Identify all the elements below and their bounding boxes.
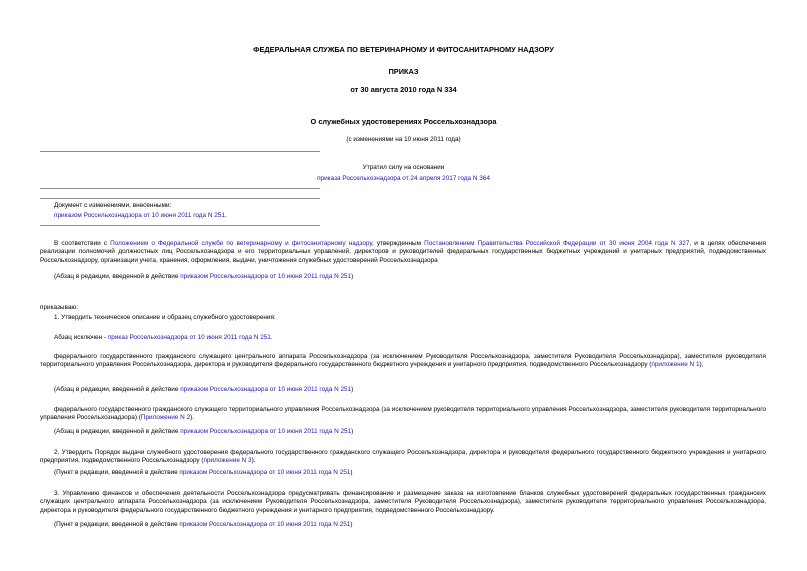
appendix-3-link[interactable]: приложение N 3 <box>203 457 252 465</box>
preamble-text: В соответствии с <box>54 240 111 247</box>
divider <box>40 225 320 226</box>
order-intro: приказываю: <box>40 304 78 311</box>
item-text: 2. Утвердить Порядок выдачи служебного удостоверения федерального государственного гражданского служащего Россельхознадзора, директора и руководителя федерального государственного бюджетного учреждения и унитарного предприятия, подведомственного Россельхознадзору ( <box>40 449 766 465</box>
excluded-paragraph <box>54 334 273 342</box>
preamble-text: , утвержденным <box>371 240 425 247</box>
amendments-entry <box>54 212 227 220</box>
note-text: (Абзац в редакции, введенной в действие <box>54 386 181 393</box>
amendment-order-link[interactable]: приказом Россельхознадзора от 10 июня 2011 года N 251 <box>54 212 225 219</box>
note-order-link[interactable]: приказом Россельхознадзора от 10 июня 2011 года N 251 <box>180 386 352 393</box>
item-text: 3. Управлению финансов и обеспечения деятельности Россельхознадзора предусматривать финансирование и размещение заказа на изготовление бланков служебных удостоверений федеральных государственных гражданских служащих центрального аппарата Россельхознадзора (за исключением Руководителя Россельхознадзора, заместителя Руководителя Россельхознадзора), заместителя руководителя территориального управления Россельхознадзора, директора и руководителя федерального государственного бюджетного учреждения и унитарного предприятия, подведомственного Россельхознадзору. <box>40 490 766 514</box>
note-text: ) <box>351 428 354 435</box>
sub-item-text: федерального государственного гражданского служащего центрального аппарата Россельхознадзора (за исключением Руководителя Россельхознадзора, заместителя Руководителя Россельхознадзора), заместителя руководителя территориального управления Россельхознадзора, директора и руководителя федерального государственного бюджетного учреждения и унитарного предприятия, подведомственного Россельхознадзору ( <box>40 353 766 369</box>
item-text: ). <box>251 457 256 465</box>
note-order-link[interactable]: приказом Россельхознадзора от 10 июня 2011 года N 251 <box>179 469 351 476</box>
agency-name: ФЕДЕРАЛЬНАЯ СЛУЖБА ПО ВЕТЕРИНАРНОМУ И ФИТОСАНИТАРНОМУ НАДЗОРУ <box>253 45 554 54</box>
sub-item-1 <box>40 353 766 370</box>
sub-item-1-note <box>54 386 353 394</box>
amendments-end: . <box>224 212 227 219</box>
order-item-2 <box>40 449 766 466</box>
note-text: ) <box>351 273 354 280</box>
note-text: ) <box>350 469 353 476</box>
excluded-text: . <box>270 334 273 341</box>
sub-item-text: ). <box>190 414 194 422</box>
appendix-2-link[interactable]: Приложение N 2 <box>140 414 191 422</box>
repeal-order-link[interactable]: приказа Россельхознадзора от 24 апреля 2017 года N 364 <box>317 175 490 182</box>
document-title: О служебных удостоверениях Россельхознадзора <box>310 117 497 126</box>
note-text: (Абзац в редакции, введенной в действие <box>54 428 181 435</box>
amendments-label: Документ с изменениями, внесенными: <box>54 202 172 209</box>
government-decree-link[interactable]: Постановлением Правительства Российской Федерации от 30 июня 2004 года N 327 <box>424 240 690 247</box>
note-order-link[interactable]: приказом Россельхознадзора от 10 июня 2011 года N 251 <box>179 521 351 528</box>
note-text: ) <box>351 386 354 393</box>
order-item-2-note <box>54 469 352 477</box>
order-item-1: 1. Утвердить техническое описание и образец служебного удостоверения: <box>54 314 276 321</box>
order-item-3-note <box>54 521 352 529</box>
divider <box>40 188 320 189</box>
document-date-number: от 30 августа 2010 года N 334 <box>350 85 457 94</box>
excluded-order-link[interactable]: приказ Россельхознадзора от 10 июня 2011 года N 251 <box>107 334 271 341</box>
preamble-text: , и в целях обеспечения реализации полномочий должностных лиц Россельхознадзора и его территориальных управлений, директоров и руководителей федеральных государственных бюджетных учреждений и унитарных предприятий, подведомственных Россельхознадзору, организации учета, хранения, оформления, выдачи, уничтожения служебных удостоверений Россельхознадзора <box>40 240 767 264</box>
divider <box>40 198 320 199</box>
sub-item-2 <box>40 406 766 423</box>
note-text: (Пункт в редакции, введенной в действие <box>54 469 180 476</box>
preamble-note <box>54 273 353 281</box>
sub-item-text: ); <box>699 361 704 369</box>
sub-item-text: федерального государственного гражданского служащего территориального управления Россельхознадзора (за исключением руководителя территориального управления Россельхознадзора, заместителя руководителя территориального управления Россельхознадзора) ( <box>40 406 766 422</box>
status-line: Утратил силу на основании <box>362 164 445 171</box>
note-text: (Пункт в редакции, введенной в действие <box>54 521 180 528</box>
excluded-text: Абзац исключен - <box>54 334 108 341</box>
note-text: (Абзац в редакции, введенной в действие <box>54 273 181 280</box>
regulation-link[interactable]: Положением о Федеральной службе по ветеринарному и фитосанитарному надзору <box>110 240 372 247</box>
note-order-link[interactable]: приказом Россельхознадзора от 10 июня 2011 года N 251 <box>180 273 352 280</box>
appendix-1-link[interactable]: приложение N 1 <box>651 361 700 369</box>
revision-note: (с изменениями на 10 июня 2011 года) <box>346 136 461 143</box>
note-order-link[interactable]: приказом Россельхознадзора от 10 июня 2011 года N 251 <box>180 428 352 435</box>
order-item-3 <box>40 490 766 515</box>
preamble-paragraph <box>40 240 766 265</box>
document-type: ПРИКАЗ <box>388 67 419 76</box>
note-text: ) <box>350 521 353 528</box>
sub-item-2-note <box>54 428 353 436</box>
divider <box>40 151 320 152</box>
